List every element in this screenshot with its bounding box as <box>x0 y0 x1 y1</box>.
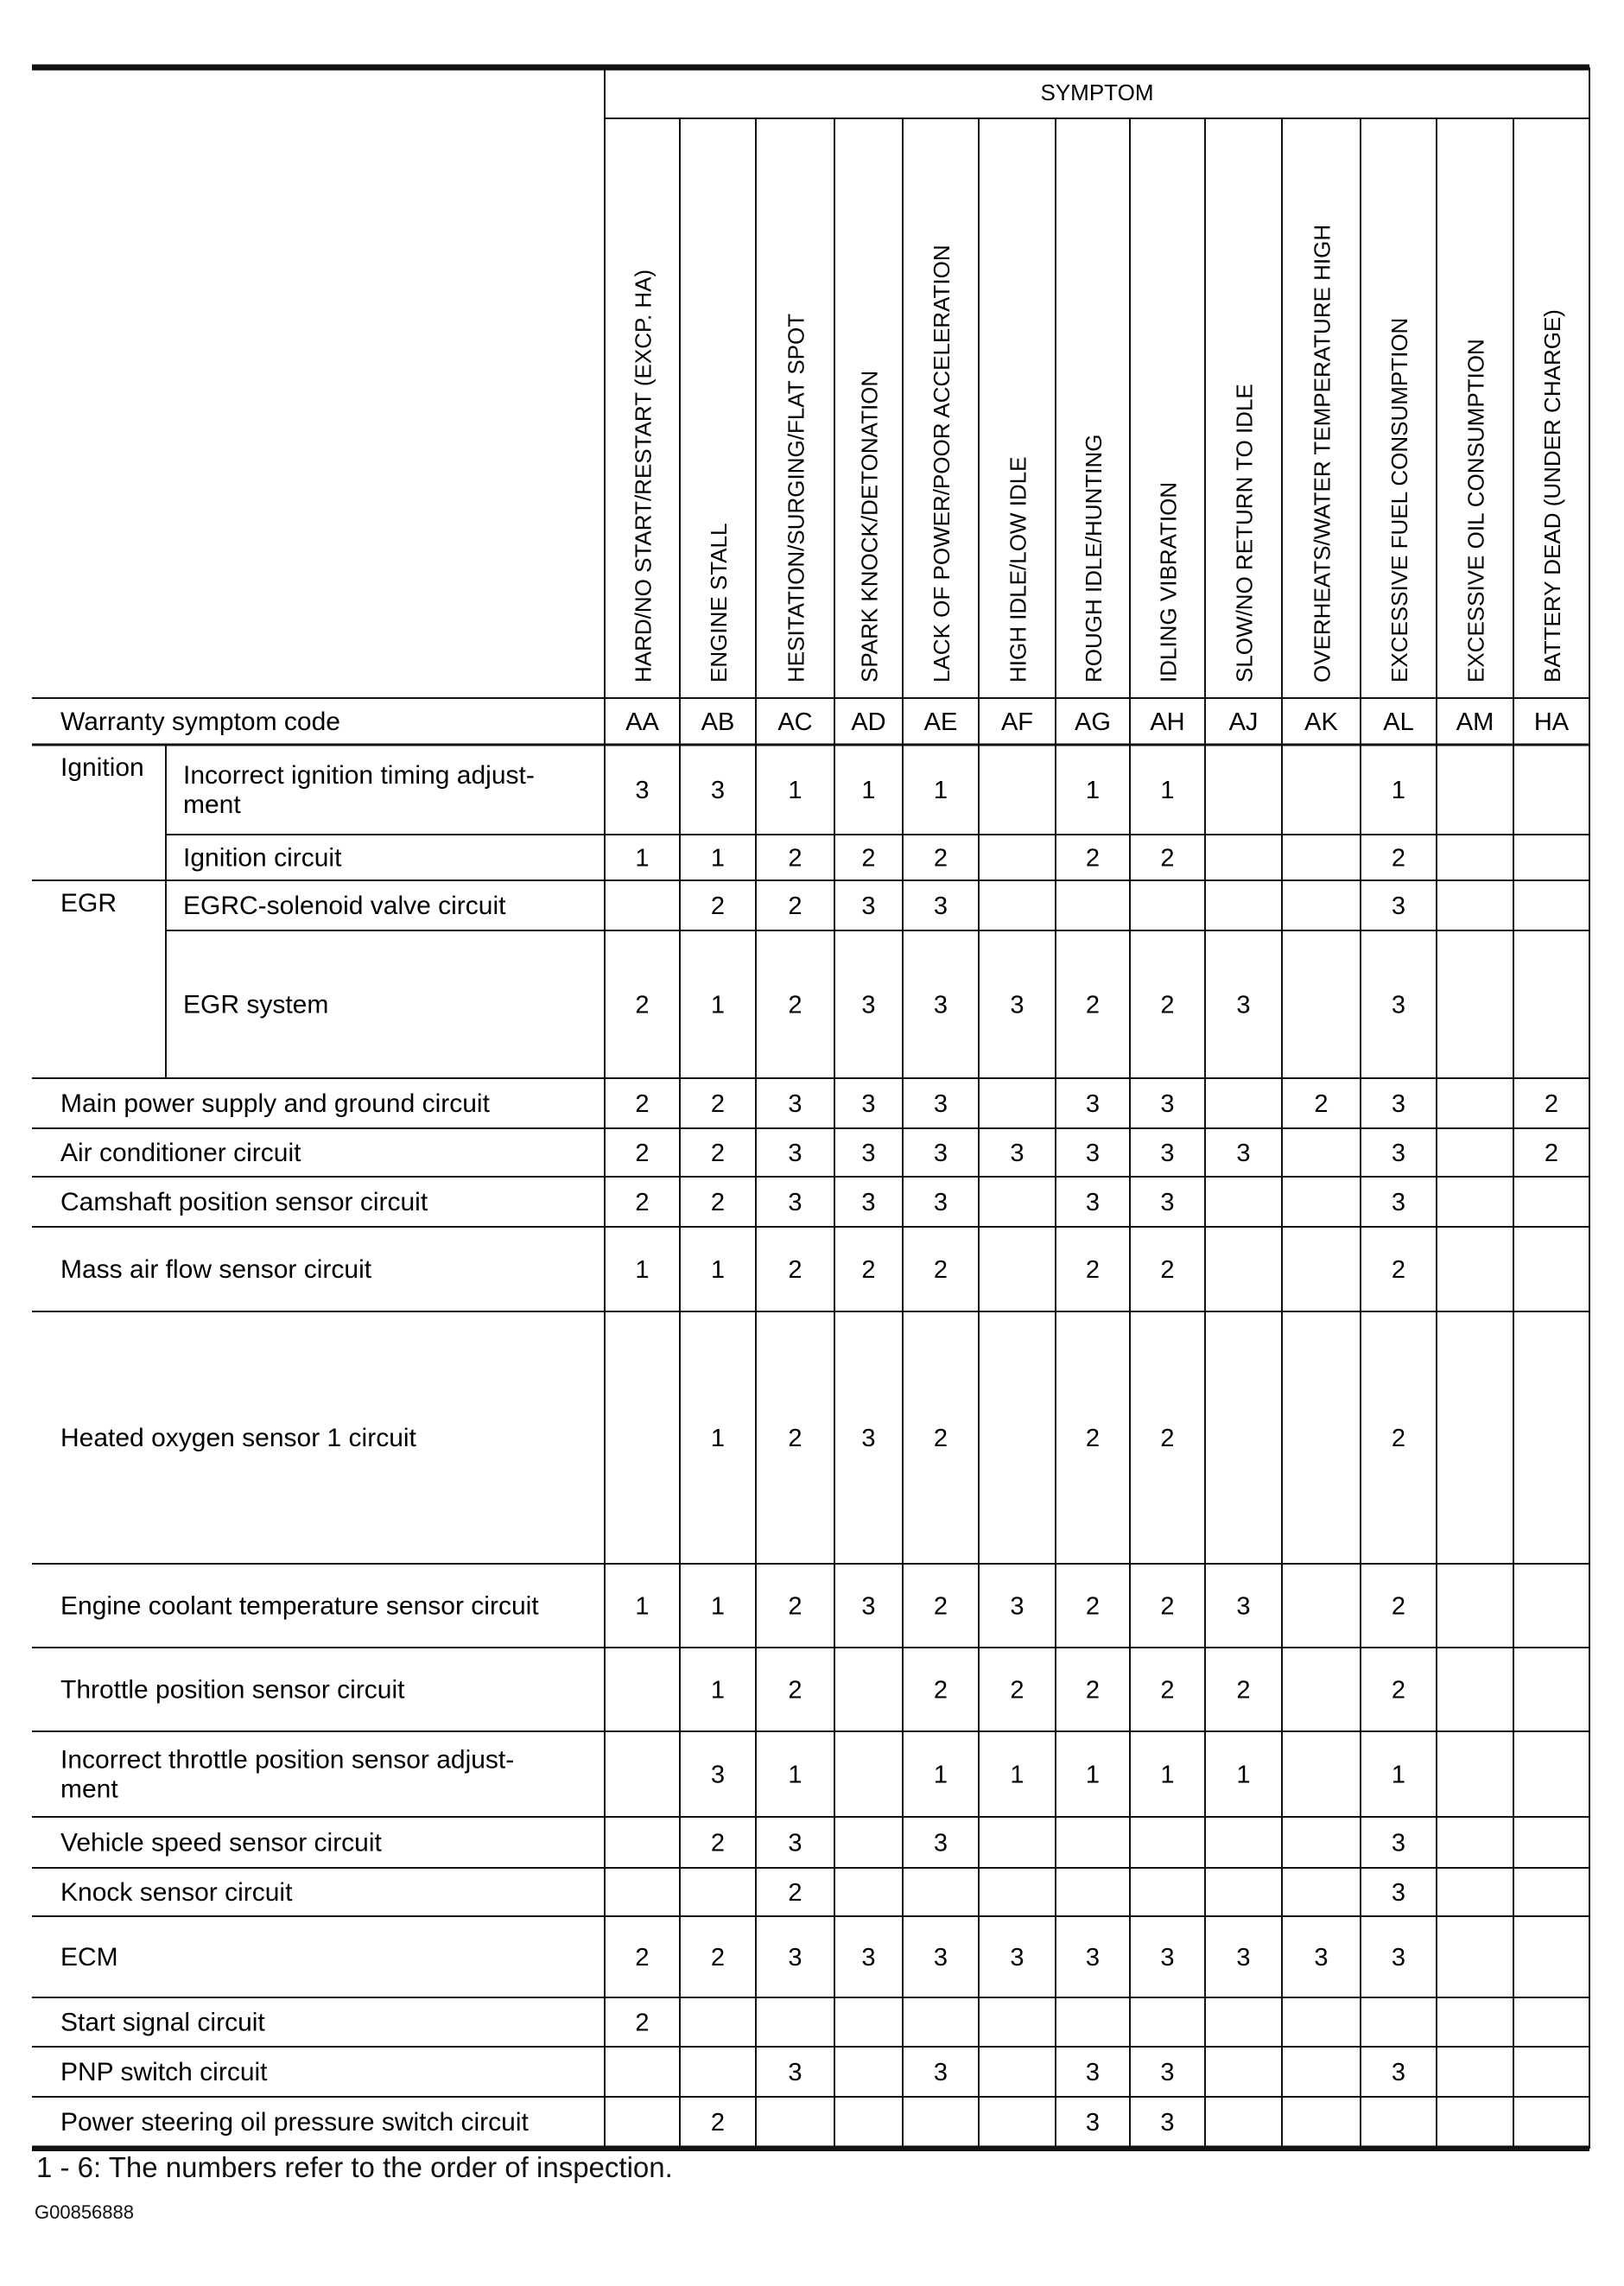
cell-value: 3 <box>861 892 876 920</box>
cell-value: 2 <box>710 2109 726 2137</box>
row-label: ment <box>183 791 241 819</box>
cell-value: 3 <box>933 1140 948 1167</box>
cell-value: 2 <box>635 1944 650 1972</box>
code-row-label: Warranty symptom code <box>60 708 340 736</box>
cell-value: 1 <box>710 1592 726 1621</box>
cell-value: 1 <box>710 1425 726 1452</box>
symptom-code: HA <box>1533 708 1570 736</box>
cell-value: 1 <box>1160 777 1175 804</box>
row-label: Vehicle speed sensor circuit <box>60 1828 382 1857</box>
cell-value: 2 <box>1160 1676 1175 1705</box>
cell-value: 3 <box>1160 1189 1175 1216</box>
symptom-code: AE <box>923 708 958 736</box>
cell-value: 1 <box>933 1761 948 1789</box>
cell-value: 3 <box>933 1944 948 1972</box>
cell-value: 3 <box>1010 991 1025 1019</box>
cell-value: 3 <box>1236 991 1251 1019</box>
cell-value: 3 <box>1391 1944 1406 1972</box>
cell-value: 3 <box>861 991 876 1019</box>
cell-value: 3 <box>1391 1090 1406 1118</box>
cell-value: 3 <box>1236 1592 1251 1621</box>
cell-value: 3 <box>788 1090 802 1118</box>
symptom-header: SPARK KNOCK/DETONATION <box>856 370 883 683</box>
cell-value: 2 <box>1085 1592 1101 1621</box>
cell-value: 3 <box>1085 2059 1101 2086</box>
cell-value: 3 <box>710 777 726 804</box>
row-label: Air conditioner circuit <box>60 1139 301 1167</box>
cell-value: 3 <box>1160 1090 1175 1118</box>
cell-value: 3 <box>1391 892 1406 920</box>
symptom-code: AC <box>777 708 813 736</box>
cell-value: 3 <box>1391 1879 1406 1907</box>
cell-value: 3 <box>933 2059 948 2086</box>
cell-value: 2 <box>788 1592 802 1621</box>
row-label: Camshaft position sensor circuit <box>60 1188 428 1216</box>
symptom-header: EXCESSIVE FUEL CONSUMPTION <box>1386 317 1412 683</box>
cell-value: 2 <box>1160 1256 1175 1284</box>
cell-value: 2 <box>710 1829 726 1857</box>
symptom-header: HARD/NO START/RESTART (EXCP. HA) <box>630 269 657 683</box>
row-label: ECM <box>60 1943 118 1972</box>
symptom-code: AM <box>1456 708 1494 736</box>
cell-value: 2 <box>1391 844 1406 873</box>
cell-value: 3 <box>788 1140 802 1167</box>
symptom-header: HIGH IDLE/LOW IDLE <box>1005 456 1031 683</box>
cell-value: 2 <box>1085 844 1101 873</box>
row-label: Power steering oil pressure switch circuit <box>60 2108 529 2137</box>
cell-value: 3 <box>933 991 948 1019</box>
cell-value: 3 <box>1160 1944 1175 1972</box>
cell-value: 2 <box>710 1090 726 1118</box>
cell-value: 3 <box>861 1592 876 1621</box>
row-label: Incorrect throttle position sensor adjust- <box>60 1745 515 1775</box>
row-label: PNP switch circuit <box>60 2058 268 2086</box>
cell-value: 3 <box>933 892 948 920</box>
symptom-header: SLOW/NO RETURN TO IDLE <box>1231 384 1258 683</box>
cell-value: 2 <box>710 1189 726 1216</box>
cell-value: 3 <box>710 1761 726 1789</box>
cell-value: 2 <box>788 844 802 873</box>
row-label: EGRC-solenoid valve circuit <box>183 892 506 920</box>
cell-value: 2 <box>1391 1256 1406 1284</box>
cell-value: 2 <box>1085 1425 1101 1452</box>
row-label: Main power supply and ground circuit <box>60 1089 490 1118</box>
cell-value: 3 <box>788 2059 802 2086</box>
cell-value: 2 <box>933 1425 948 1452</box>
cell-value: 2 <box>1085 991 1101 1019</box>
cell-value: 1 <box>1085 1761 1101 1789</box>
symptom-header: ENGINE STALL <box>706 523 732 683</box>
cell-value: 3 <box>933 1829 948 1857</box>
cell-value: 3 <box>788 1829 802 1857</box>
row-label: Throttle position sensor circuit <box>60 1675 405 1705</box>
cell-value: 2 <box>788 1676 802 1705</box>
symptom-code: AF <box>1000 708 1034 736</box>
cell-value: 2 <box>1314 1090 1329 1118</box>
cell-value: 2 <box>1544 1140 1559 1167</box>
cell-value: 1 <box>1160 1761 1175 1789</box>
row-label: Start signal circuit <box>60 2008 265 2037</box>
cell-value: 2 <box>861 1256 876 1284</box>
cell-value: 1 <box>1010 1761 1025 1789</box>
row-label: Incorrect ignition timing adjust- <box>183 761 535 790</box>
cell-value: 3 <box>788 1944 802 1972</box>
cell-value: 2 <box>1160 991 1175 1019</box>
cell-value: 3 <box>788 1189 802 1216</box>
cell-value: 3 <box>1391 991 1406 1019</box>
cell-value: 3 <box>1010 1592 1025 1621</box>
cell-value: 2 <box>1391 1676 1406 1705</box>
group-label: EGR <box>60 889 117 918</box>
cell-value: 1 <box>635 1256 650 1284</box>
symptom-code: AD <box>851 708 886 736</box>
row-label: Engine coolant temperature sensor circuit <box>60 1591 539 1621</box>
cell-value: 1 <box>788 777 802 804</box>
cell-value: 2 <box>1160 1425 1175 1452</box>
cell-value: 1 <box>635 844 650 873</box>
cell-value: 2 <box>788 892 802 920</box>
cell-value: 2 <box>1160 1592 1175 1621</box>
cell-value: 3 <box>861 1189 876 1216</box>
footnote: 1 - 6: The numbers refer to the order of inspection. <box>36 2151 673 2183</box>
figure-id: G00856888 <box>35 2201 134 2223</box>
cell-value: 1 <box>635 1592 650 1621</box>
cell-value: 1 <box>1085 777 1101 804</box>
cell-value: 3 <box>1236 1944 1251 1972</box>
symptom-group-header: SYMPTOM <box>1040 79 1154 105</box>
cell-value: 2 <box>635 1090 650 1118</box>
cell-value: 3 <box>1160 2109 1175 2137</box>
cell-value: 1 <box>710 844 726 873</box>
cell-value: 2 <box>788 1879 802 1907</box>
cell-value: 1 <box>710 1256 726 1284</box>
cell-value: 1 <box>933 777 948 804</box>
cell-value: 2 <box>1544 1090 1559 1118</box>
row-label: EGR system <box>183 990 329 1019</box>
cell-value: 2 <box>1085 1676 1101 1705</box>
symptom-header: ROUGH IDLE/HUNTING <box>1081 434 1107 683</box>
cell-value: 2 <box>788 991 802 1019</box>
symptom-code: AK <box>1304 708 1338 736</box>
cell-value: 3 <box>1160 1140 1175 1167</box>
cell-value: 2 <box>635 1189 650 1216</box>
cell-value: 2 <box>710 892 726 920</box>
cell-value: 3 <box>1085 1944 1101 1972</box>
cell-value: 2 <box>1391 1425 1406 1452</box>
cell-value: 2 <box>1391 1592 1406 1621</box>
symptom-code: AH <box>1150 708 1185 736</box>
cell-value: 2 <box>710 1944 726 1972</box>
cell-value: 3 <box>1010 1944 1025 1972</box>
cell-value: 2 <box>1085 1256 1101 1284</box>
row-label: ment <box>60 1775 118 1804</box>
cell-value: 3 <box>1085 1140 1101 1167</box>
symptom-header: EXCESSIVE OIL CONSUMPTION <box>1462 339 1489 683</box>
cell-value: 1 <box>1236 1761 1251 1789</box>
cell-value: 1 <box>788 1761 802 1789</box>
cell-value: 2 <box>1010 1676 1025 1705</box>
cell-value: 3 <box>1160 2059 1175 2086</box>
symptom-code: AL <box>1383 708 1414 736</box>
cell-value: 3 <box>1391 1140 1406 1167</box>
cell-value: 2 <box>788 1425 802 1452</box>
cell-value: 1 <box>1391 1761 1406 1789</box>
cell-value: 3 <box>933 1189 948 1216</box>
cell-value: 3 <box>1391 1189 1406 1216</box>
cell-value: 3 <box>1314 1944 1329 1972</box>
cell-value: 3 <box>861 1090 876 1118</box>
cell-value: 3 <box>1085 1090 1101 1118</box>
cell-value: 2 <box>861 844 876 873</box>
cell-value: 3 <box>861 1944 876 1972</box>
cell-value: 3 <box>1236 1140 1251 1167</box>
cell-value: 3 <box>1010 1140 1025 1167</box>
cell-value: 1 <box>710 991 726 1019</box>
cell-value: 1 <box>1391 777 1406 804</box>
cell-value: 1 <box>710 1676 726 1705</box>
cell-value: 3 <box>861 1140 876 1167</box>
cell-value: 2 <box>635 991 650 1019</box>
cell-value: 3 <box>1391 2059 1406 2086</box>
row-label: Mass air flow sensor circuit <box>60 1255 372 1284</box>
cell-value: 2 <box>710 1140 726 1167</box>
cell-value: 2 <box>933 1256 948 1284</box>
symptom-code: AA <box>625 708 659 736</box>
cell-value: 3 <box>635 777 650 804</box>
symptom-header: LACK OF POWER/POOR ACCELERATION <box>929 244 955 683</box>
cell-value: 2 <box>933 1676 948 1705</box>
cell-value: 3 <box>861 1425 876 1452</box>
row-label: Heated oxygen sensor 1 circuit <box>60 1424 416 1452</box>
symptom-code: AG <box>1075 708 1111 736</box>
cell-value: 2 <box>635 1140 650 1167</box>
cell-value: 2 <box>933 844 948 873</box>
symptom-header: HESITATION/SURGING/FLAT SPOT <box>783 313 809 683</box>
cell-value: 2 <box>933 1592 948 1621</box>
symptom-header: BATTERY DEAD (UNDER CHARGE) <box>1539 309 1565 683</box>
symptom-code: AB <box>701 708 735 736</box>
symptom-header: IDLING VIBRATION <box>1155 481 1182 683</box>
cell-value: 3 <box>933 1090 948 1118</box>
group-label: Ignition <box>60 753 144 782</box>
cell-value: 3 <box>1085 1189 1101 1216</box>
cell-value: 2 <box>635 2009 650 2037</box>
cell-value: 3 <box>1085 2109 1101 2137</box>
row-label: Knock sensor circuit <box>60 1878 293 1907</box>
cell-value: 1 <box>861 777 876 804</box>
cell-value: 3 <box>1391 1829 1406 1857</box>
symptom-code: AJ <box>1228 708 1259 736</box>
symptom-header: OVERHEATS/WATER TEMPERATURE HIGH <box>1309 224 1335 683</box>
cell-value: 2 <box>1160 844 1175 873</box>
row-label: Ignition circuit <box>183 843 342 873</box>
cell-value: 2 <box>1236 1676 1251 1705</box>
cell-value: 2 <box>788 1256 802 1284</box>
